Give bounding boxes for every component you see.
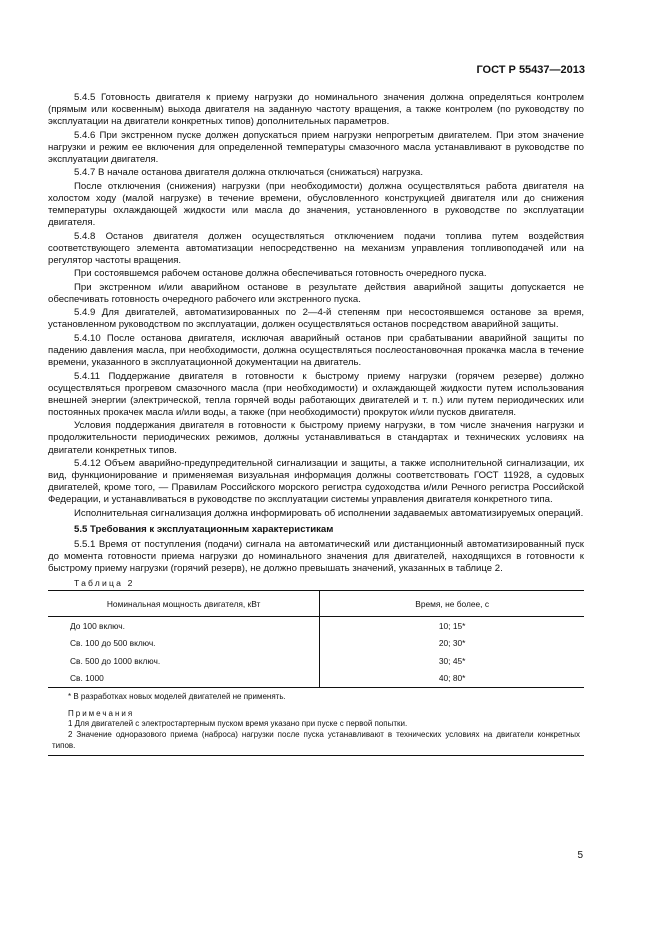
table-cell-time: 40; 80* — [320, 670, 584, 688]
paragraph: 5.5.1 Время от поступления (подачи) сигнала на автоматический или дистанционный автоматизированный пуск до момента готовности приема нагрузки до номинального значения для двигателей, находящихся в готовности к быстрому приему нагрузки (горячий резерв), не должно превышать значений, указанных в таблице 2. — [48, 538, 584, 575]
table-header-power: Номинальная мощность двигателя, кВт — [48, 591, 320, 617]
table-cell-power: Св. 100 до 500 включ. — [70, 638, 156, 649]
table-cell-time: 20; 30* — [320, 635, 584, 653]
table-row — [48, 670, 584, 688]
paragraphs-group-a — [48, 92, 584, 520]
paragraph: 5.4.11 Поддержание двигателя в готовности к быстрому приему нагрузки (горячем резерве) должно осуществляться прогревом смазочного масла (при необходимости) и охлаждающей жидкости путем использования внешней энергии (электрической, тепла горячей воды работающих двигателей и т. п.) или путем периодических или постоянных прокачек масла и/или воды, а также (при необходимости) прокруток и/или пусков двигателя. — [48, 370, 584, 418]
note-item: 1 Для двигателей с электростартерным пуском время указано при пуске с первой попытки. — [68, 719, 408, 729]
table-row — [48, 635, 584, 653]
table-notes — [48, 688, 584, 756]
table-cell-time: 30; 45* — [320, 652, 584, 670]
paragraph: 5.4.8 Останов двигателя должен осуществляться отключением подачи топлива путем воздействия соответствующего элемента автоматизации непосредственно на механизм управления топливоподачей или на регулятор частоты вращения. — [48, 230, 584, 266]
table-body — [48, 617, 584, 688]
paragraph: 5.4.7 В начале останова двигателя должна отключаться (снижаться) нагрузка. — [74, 167, 424, 179]
section-heading-5-5: 5.5 Требования к эксплуатационным характеристикам — [74, 523, 334, 535]
main-content — [48, 92, 584, 756]
paragraph: 5.4.10 После останова двигателя, исключая аварийный останов при срабатывании аварийной защиты по падению давления масла, при необходимости, должна осуществляться послеостановочная прокачка масла в течение времени, указанного в эксплуатационной документации на двигатель. — [48, 332, 584, 369]
notes-heading: Примечания — [68, 708, 135, 718]
paragraph: 5.4.6 При экстренном пуске должен допускаться прием нагрузки непрогретым двигателем. При этом значение нагрузки и режим ее включения для определенной температуры смазочного масла устанавливают в руководстве по эксплуатации двигателя. — [48, 129, 584, 165]
paragraph: После отключения (снижения) нагрузки (при необходимости) должна осуществляться работа двигателя на холостом ходу (малой нагрузке) в течение времени, обусловленного конструкцией двигателя или до снижения температуры охлаждающей жидкости или масла до значения, установленного в руководстве по эксплуатации двигателя. — [48, 180, 584, 229]
paragraph: Исполнительная сигнализация должна информировать об исполнении задаваемых автоматизируемых операций. — [74, 507, 584, 519]
table-row — [48, 617, 584, 635]
paragraph: Условия поддержания двигателя в готовности к быстрому приему нагрузки, в том числе значения нагрузки и продолжительности периодических режимов, должны устанавливаться в стандартах и технических условиях на двигатели конкретных типов. — [48, 420, 584, 456]
page-number: 5 — [577, 850, 583, 861]
table-cell-power: Св. 500 до 1000 включ. — [70, 655, 161, 666]
table-caption: Таблица 2 — [74, 577, 135, 588]
paragraph: 5.4.12 Объем аварийно-предупредительной сигнализации и защиты, а также исполнительной сигнализации, их вид, функционирование и применяемая визуальная информация должны соответствовать ГОСТ 11928, а судовых двигателей, кроме того, — Правилам Российского морского регистра судоходства и/или Речного регистра Российской Федерации, и устанавливаться в руководстве по эксплуатации системы управления двигателя конкретного типа. — [48, 458, 584, 506]
table-2 — [48, 590, 584, 688]
note-item: 2 Значение одноразового приема (наброса) нагрузки после пуска устанавливают в технических условиях на двигатели конкретных типов. — [52, 729, 580, 750]
document-code-header: ГОСТ Р 55437—2013 — [476, 64, 585, 76]
table-cell-time: 10; 15* — [320, 617, 584, 635]
paragraph: 5.4.5 Готовность двигателя к приему нагрузки до номинального значения должна определяться контролем (прямым или косвенным) выхода двигателя на заданную частоту вращения, а также контролем (по руководству по эксплуатации на двигатели конкретных типов) дополнительных параметров. — [48, 92, 584, 128]
table-footnote: * В разработках новых моделей двигателей не применять. — [68, 692, 286, 702]
paragraph: 5.4.9 Для двигателей, автоматизированных по 2—4-й степеням при несостоявшемся останове за время, установленном руководством по эксплуатации, должен осуществляться останов посредством аварийной защиты. — [48, 307, 584, 331]
table-header-row — [48, 591, 584, 617]
table-cell-power: До 100 включ. — [70, 620, 125, 631]
table-cell-power: Св. 1000 — [48, 670, 320, 688]
paragraph: При экстренном и/или аварийном останове в результате действия аварийной защиты допускается не обеспечивать готовность очередного рабочего или экстренного пуска. — [48, 281, 584, 305]
paragraphs-group-b — [48, 539, 584, 575]
table-header-time: Время, не более, с — [320, 591, 584, 617]
table-row — [48, 652, 584, 670]
paragraph: При состоявшемся рабочем останове должна обеспечиваться готовность очередного пуска. — [74, 268, 487, 280]
